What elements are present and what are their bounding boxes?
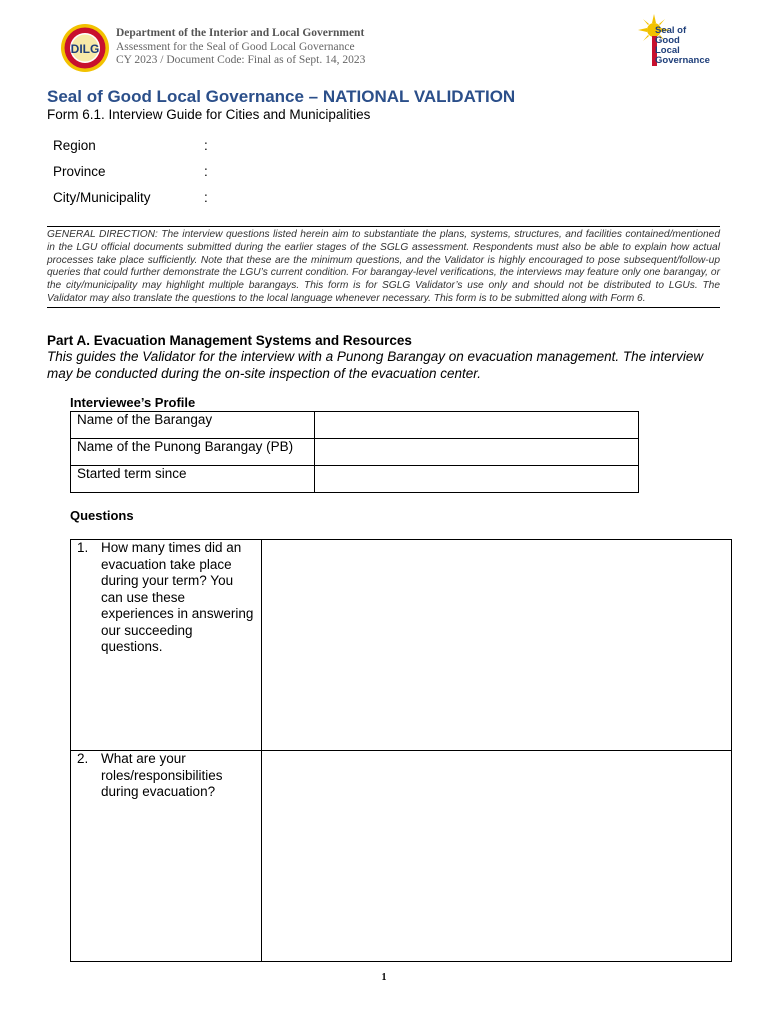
sglg-logo-text <box>655 26 710 66</box>
city-municipality-label: City/Municipality <box>53 190 151 205</box>
region-label: Region <box>53 138 96 153</box>
city-municipality-colon: : <box>204 190 208 205</box>
questions-table <box>70 539 732 962</box>
interviewee-profile-heading: Interviewee’s Profile <box>70 395 196 410</box>
header-line-2: Assessment for the Seal of Good Local Governance <box>116 40 355 53</box>
region-colon: : <box>204 138 208 153</box>
profile-value-barangay[interactable] <box>315 412 639 439</box>
table-row <box>71 751 732 962</box>
answer-cell[interactable] <box>262 540 732 751</box>
sglg-logo-line1: Seal of <box>655 25 687 36</box>
profile-label-barangay: Name of the Barangay <box>71 412 315 439</box>
general-direction: GENERAL DIRECTION: The interview questions listed herein aim to substantiate the plans, systems, structures, and facilities contained/mentioned in the LGU official documents submitted during the earlier stages of the SGLG assessment. Respondents must also be able to explain how actual processes take place sufficiently. Note that these are the minimum questions, and the Validator is highly encouraged to pose subsequent/follow-up queries that could further demonstrate the LGU’s current condition. For barangay-level verifications, the interviews may feature only one barangay, or the city/municipality may highlight multiple barangays. This form is for SGLG Validator’s use only and should not be distributed to LGUs. The Validator may also translate the questions to the local language whenever necessary. This form is to be submitted along with Form 6. <box>47 226 720 308</box>
interviewee-profile-table <box>70 411 639 493</box>
question-text: How many times did an evacuation take place during your term? You can use these experiences in answering our succeeding questions. <box>101 540 254 654</box>
question-number: 1. <box>77 540 89 555</box>
form-subtitle: Form 6.1. Interview Guide for Cities and Municipalities <box>47 107 371 122</box>
profile-label-punong-barangay: Name of the Punong Barangay (PB) <box>71 439 315 466</box>
page-number: 1 <box>381 972 387 983</box>
profile-value-punong-barangay[interactable] <box>315 439 639 466</box>
sglg-logo-line2: Good <box>655 35 680 46</box>
province-colon: : <box>204 164 208 179</box>
department-name: Department of the Interior and Local Government <box>116 27 365 39</box>
profile-value-term-start[interactable] <box>315 466 639 493</box>
table-row <box>71 540 732 751</box>
table-row <box>71 412 639 439</box>
table-row <box>71 466 639 493</box>
profile-label-term-start: Started term since <box>71 466 315 493</box>
part-a-title: Part A. Evacuation Management Systems and Resources <box>47 333 412 348</box>
page-title: Seal of Good Local Governance – NATIONAL VALIDATION <box>47 87 516 106</box>
table-row <box>71 439 639 466</box>
dilg-logo-text: DILG <box>70 42 100 56</box>
sglg-logo-line4: Governance <box>655 55 710 66</box>
question-cell <box>71 540 262 751</box>
province-label: Province <box>53 164 106 179</box>
document-header <box>116 27 365 68</box>
answer-cell[interactable] <box>262 751 732 962</box>
dilg-seal-logo <box>60 23 110 73</box>
questions-heading: Questions <box>70 508 134 523</box>
question-number: 2. <box>77 751 89 766</box>
header-line-3: CY 2023 / Document Code: Final as of Sept. 14, 2023 <box>116 54 366 66</box>
part-a-description: This guides the Validator for the interview with a Punong Barangay on evacuation management. The interview may be conducted during the on-site inspection of the evacuation center. <box>47 349 704 381</box>
question-cell <box>71 751 262 962</box>
sglg-logo-line3: Local <box>655 45 680 56</box>
question-text: What are your roles/responsibilities during evacuation? <box>101 751 223 799</box>
